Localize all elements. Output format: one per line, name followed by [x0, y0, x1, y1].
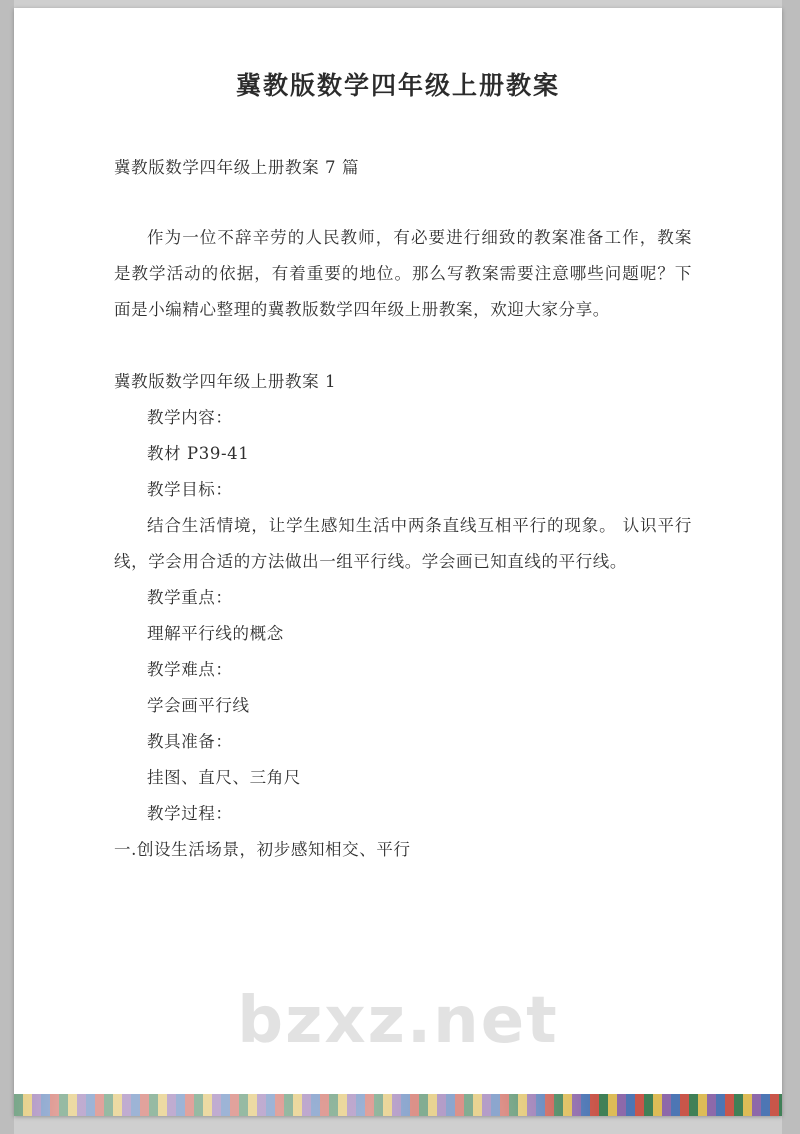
content-line: 教学过程： [147, 804, 233, 823]
content-line: 学会画平行线 [147, 696, 250, 715]
document-page [14, 8, 782, 1116]
content-line: 教学重点： [147, 588, 233, 607]
content-line: 一.创设生活场景，初步感知相交、平行 [114, 840, 411, 859]
page-right-edge [782, 0, 800, 1134]
content-line: 教具准备： [147, 732, 233, 751]
page-title: 冀教版数学四年级上册教案 [235, 71, 560, 100]
content-paragraph: 结合生活情境，让学生感知生活中两条直线互相平行的现象。 认识平行线，学会用合适的方法做出一组平行线。学会画已知直线的平行线。 [114, 516, 692, 571]
watermark-text: bzxz.net [237, 984, 559, 1058]
content-line: 理解平行线的概念 [147, 624, 284, 643]
page-left-edge [0, 0, 14, 1134]
intro-paragraph: 作为一位不辞辛劳的人民教师，有必要进行细致的教案准备工作，教案是教学活动的依据，有着重要的地位。那么写教案需要注意哪些问题呢？下面是小编精心整理的冀教版数学四年级上册教案，欢迎大家分享。 [114, 228, 692, 319]
document-subtitle: 冀教版数学四年级上册教案 7 篇 [114, 158, 360, 177]
content-line: 挂图、直尺、三角尺 [147, 768, 301, 787]
content-line: 教学目标： [147, 480, 233, 499]
decorative-footer-band [14, 1094, 782, 1116]
content-line: 教材 P39-41 [147, 444, 250, 463]
section-title: 冀教版数学四年级上册教案 1 [114, 372, 337, 391]
content-line: 教学难点： [147, 660, 233, 679]
document-body [14, 8, 782, 1116]
content-line: 教学内容： [147, 408, 233, 427]
